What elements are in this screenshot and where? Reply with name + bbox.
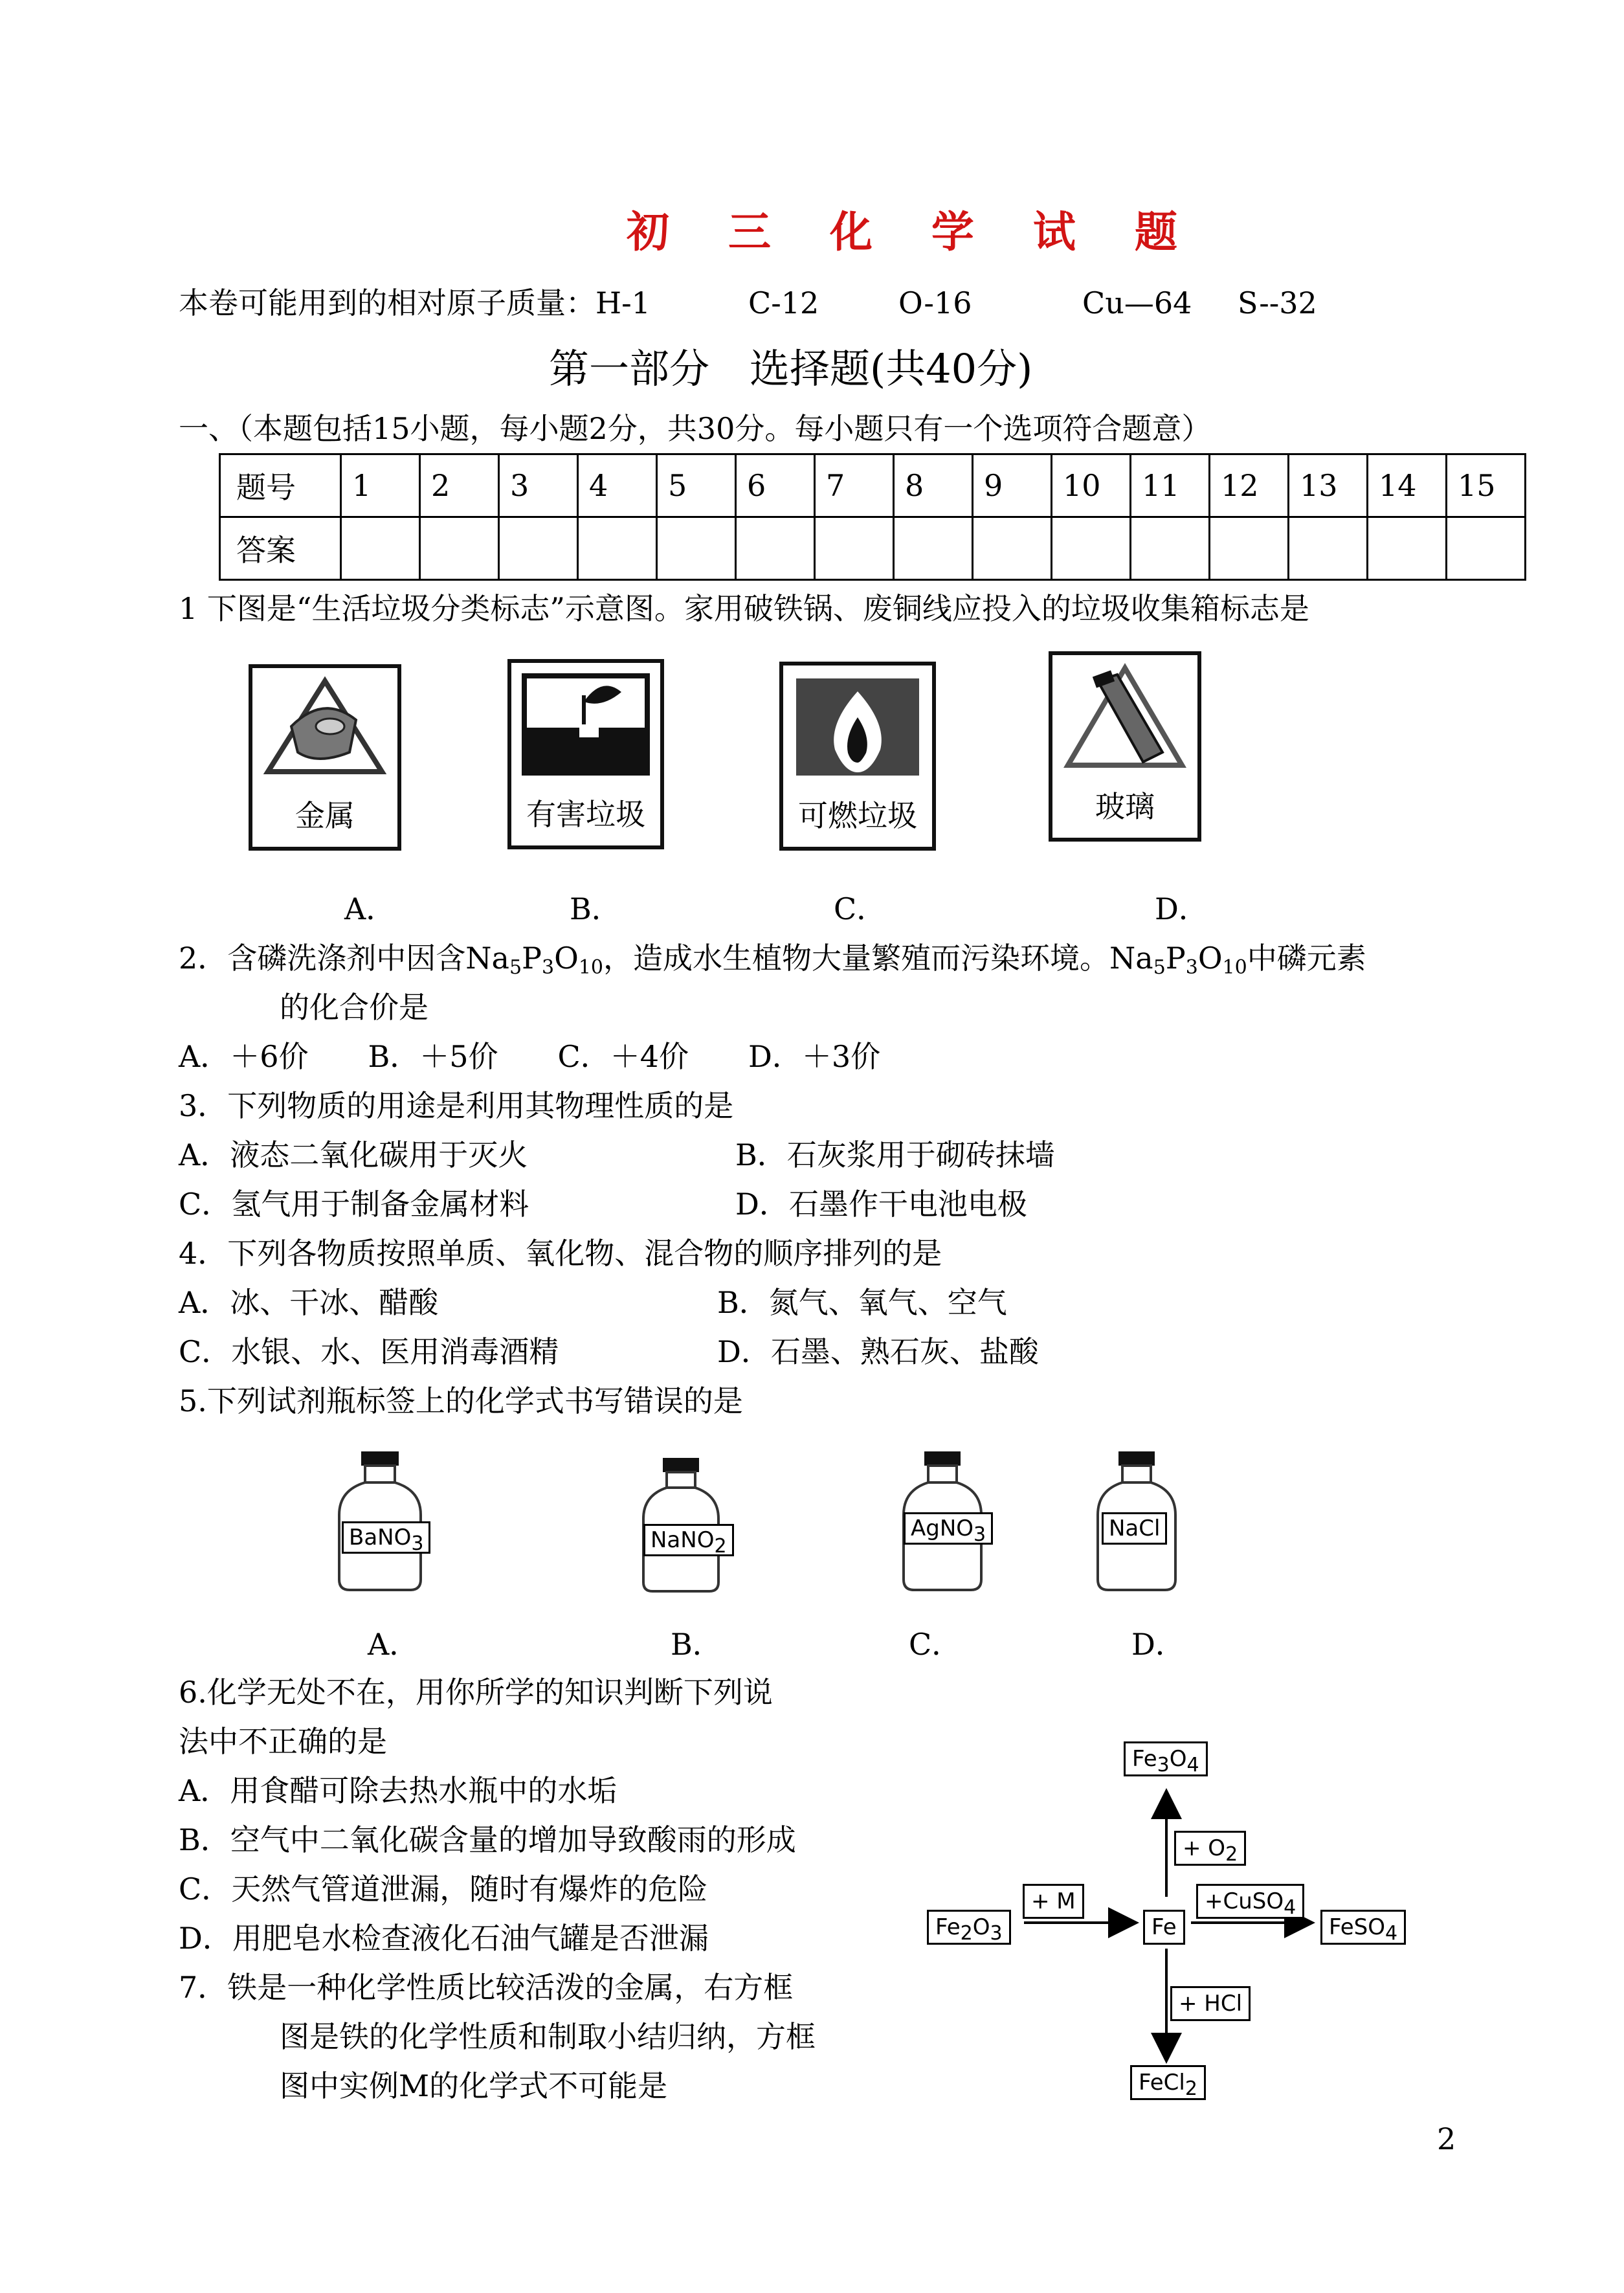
table-cell-number: 15	[1447, 454, 1526, 517]
q2-stem: 2．含磷洗涤剂中因含$Na_5P_3O_{10}$，造成水生植物大量繁殖而污染环境。$Na_5P_3O_{10}$中磷元素	[179, 941, 1366, 979]
q7-stem-line2: 图是铁的化学性质和制取小结归纳，方框	[280, 2019, 816, 2054]
q4-option-c: C．水银、水、医用消毒酒精	[179, 1334, 559, 1369]
page-title: 初 三 化 学 试 题	[627, 207, 1199, 257]
diagram-label-o2: + $O_2$	[1174, 1831, 1246, 1866]
q5-option-a: A．	[368, 1627, 419, 1662]
q4-option-a: A．冰、干冰、醋酸	[179, 1285, 439, 1320]
diagram-label-m: + M	[1023, 1884, 1084, 1919]
table-cell-number: 3	[499, 454, 578, 517]
table-cell-number: 13	[1289, 454, 1368, 517]
bottle-formula: BaNO	[349, 1525, 412, 1550]
q3-stem: 3．下列物质的用途是利用其物理性质的是	[179, 1088, 734, 1123]
formula: +CuSO	[1205, 1888, 1284, 1914]
table-cell-number: 10	[1052, 454, 1131, 517]
q4-option-d: D．石墨、熟石灰、盐酸	[717, 1334, 1039, 1369]
diagram-node-fe3o4: $Fe_3O_4$	[1124, 1741, 1208, 1776]
bottle-formula-sub: 2	[714, 1535, 727, 1558]
atomic-mass-s: S--32	[1238, 285, 1317, 320]
q3-option-c: C．氢气用于制备金属材料	[179, 1187, 529, 1222]
bottle-formula: NaNO	[651, 1527, 715, 1553]
q4-option-b: B．氮气、氧气、空气	[717, 1285, 1007, 1320]
q2-options: A．＋6价 B．＋5价 C．＋4价 D．＋3价	[179, 1039, 881, 1074]
q3-option-b: B．石灰浆用于砌砖抹墙	[735, 1137, 1055, 1172]
q2-stem-part: ，造成水生植物大量繁殖而污染环境。Na	[603, 941, 1153, 976]
q5-option-b: B．	[671, 1627, 722, 1662]
table-cell-number: 2	[420, 454, 499, 517]
formula: Fe	[935, 1914, 961, 1940]
atomic-mass-lead: 本卷可能用到的相对原子质量：H-1	[179, 285, 651, 320]
q7-stem-line3: 图中实例M的化学式不可能是	[280, 2068, 668, 2103]
diagram-node-fe: Fe	[1143, 1910, 1185, 1945]
table-cell-number: 4	[578, 454, 657, 517]
q6-option-b: B．空气中二氧化碳含量的增加导致酸雨的形成	[179, 1822, 796, 1857]
diagram-node-feso4: FeSO$_4$	[1320, 1910, 1406, 1945]
bottle-formula: AgNO	[911, 1516, 974, 1541]
formula: FeSO	[1329, 1914, 1385, 1940]
formula: Fe	[1132, 1746, 1157, 1772]
diagram-label-hcl: + HCl	[1170, 1986, 1251, 2021]
q6-option-d: D．用肥皂水检查液化石油气罐是否泄漏	[179, 1921, 709, 1956]
table-cell-number: 7	[815, 454, 894, 517]
q6-stem-line1: 6.化学无处不在，用你所学的知识判断下列说	[179, 1675, 773, 1710]
table-cell-number: 8	[894, 454, 973, 517]
table-cell-number: 1	[341, 454, 420, 517]
q2-stem-part: 2．含磷洗涤剂中因含Na	[179, 941, 509, 976]
bottle-formula: NaCl	[1109, 1516, 1161, 1541]
q4-stem: 4．下列各物质按照单质、氧化物、混合物的顺序排列的是	[179, 1236, 942, 1271]
sign-label: 金属	[295, 798, 355, 833]
q7-stem-line1: 7．铁是一种化学性质比较活泼的金属，右方框	[179, 1970, 794, 2005]
table-cell-number: 6	[736, 454, 815, 517]
formula: FeCl	[1139, 2070, 1185, 2096]
table-cell-number: 5	[657, 454, 736, 517]
q2-stem-line2: 的化合价是	[280, 990, 428, 1025]
q3-option-d: D．石墨作干电池电极	[735, 1187, 1027, 1222]
q2-stem-part: 中磷元素	[1247, 941, 1366, 976]
atomic-mass-c: C-12	[748, 285, 819, 320]
q1-stem: 1 下图是“生活垃圾分类标志”示意图。家用破铁锅、废铜线应投入的垃圾收集箱标志是	[179, 591, 1309, 626]
part-title: 第一部分 选择题(共40分)	[549, 345, 1033, 392]
table-header-answer: 答案	[220, 517, 341, 580]
q3-option-a: A．液态二氧化碳用于灭火	[179, 1137, 528, 1172]
q1-option-c: C．	[834, 891, 887, 926]
q5-option-d: D．	[1131, 1627, 1185, 1662]
q6-option-a: A．用食醋可除去热水瓶中的水垢	[179, 1773, 617, 1808]
bottle-formula-sub: 3	[973, 1523, 986, 1546]
bottle-formula-sub: 3	[411, 1532, 424, 1555]
table-cell-number: 12	[1210, 454, 1289, 517]
atomic-mass-cu: Cu—64	[1082, 285, 1192, 320]
table-cell-number: 11	[1131, 454, 1210, 517]
sign-label: 玻璃	[1095, 789, 1155, 824]
diagram-label-cuso4: +CuSO$_4$	[1196, 1884, 1304, 1919]
section-intro: 一、（本题包括15小题，每小题2分，共30分。每小题只有一个选项符合题意）	[179, 411, 1212, 446]
q1-option-d: D．	[1155, 891, 1208, 926]
atomic-mass-o: O-16	[898, 285, 972, 320]
q5-stem: 5.下列试剂瓶标签上的化学式书写错误的是	[179, 1383, 743, 1418]
diagram-node-fecl2: FeCl$_2$	[1130, 2065, 1206, 2100]
table-cell-number: 9	[973, 454, 1052, 517]
table-cell-number: 14	[1368, 454, 1447, 517]
formula: + O	[1183, 1835, 1226, 1861]
table-header-number: 题号	[220, 454, 341, 517]
page-number: 2	[1437, 2121, 1456, 2156]
sign-label: 可燃垃圾	[798, 798, 917, 833]
sign-label: 有害垃圾	[526, 797, 645, 832]
q6-stem-line2: 法中不正确的是	[179, 1724, 387, 1759]
q1-option-a: A．	[344, 891, 396, 926]
q1-option-b: B．	[570, 891, 621, 926]
diagram-node-fe2o3: $Fe_2O_3$	[927, 1910, 1011, 1945]
q6-option-c: C．天然气管道泄漏，随时有爆炸的危险	[179, 1872, 708, 1907]
q5-option-c: C．	[909, 1627, 962, 1662]
